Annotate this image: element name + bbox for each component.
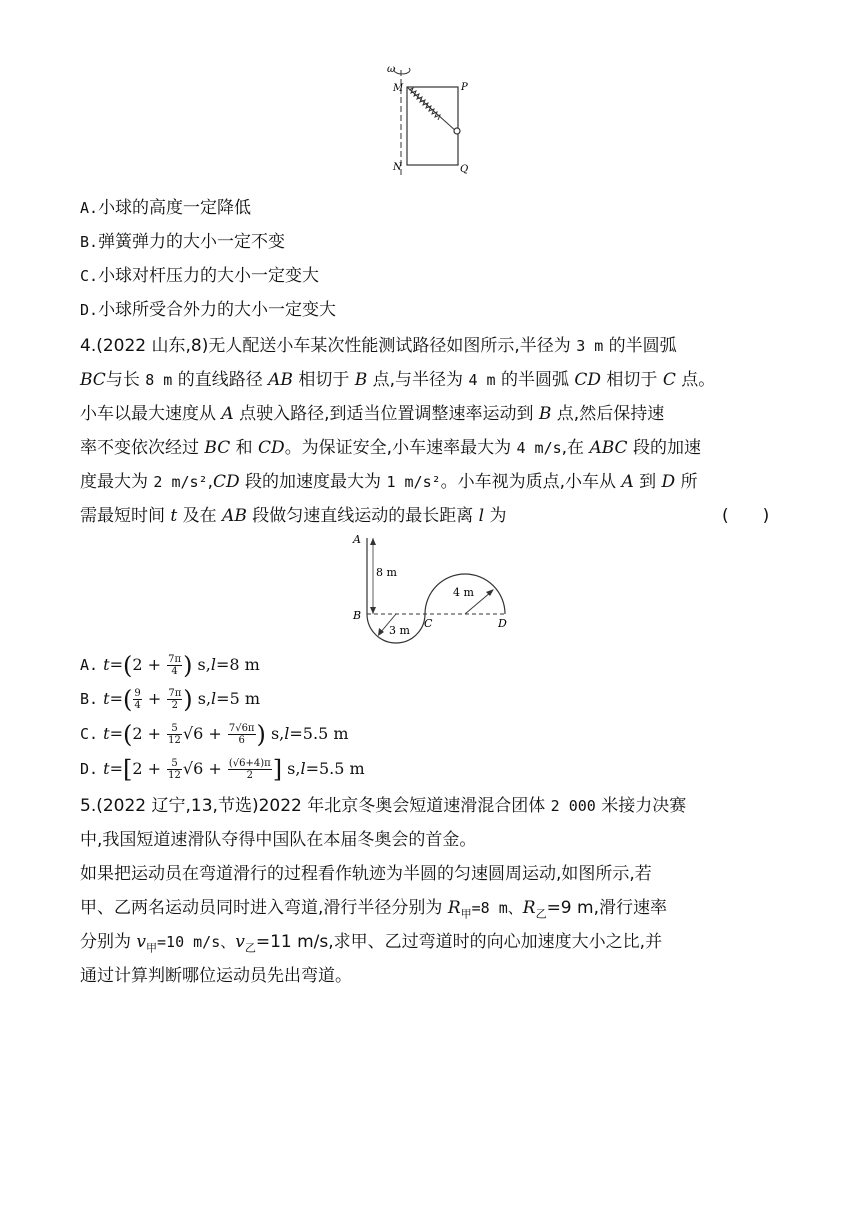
label-p: P	[461, 82, 468, 93]
rotating-frame-figure	[385, 60, 475, 180]
label-q: Q	[460, 164, 469, 175]
label-4m: 4 m	[453, 586, 474, 599]
path-figure	[340, 530, 520, 660]
q3-option-a: A.小球的高度一定降低	[80, 198, 252, 218]
label-a: A	[353, 533, 361, 546]
q5-line-6: 通过计算判断哪位运动员先出弯道。	[80, 966, 352, 986]
q5-line-1: 5.(2022 辽宁,13,节选)2022 年北京冬奥会短道速滑混合团体 2 000 米接力决赛	[80, 796, 687, 816]
q4-line-4: 率不变依次经过 BC 和 CD。为保证安全,小车速率最大为 4 m/s,在 ABC 段的加速	[80, 438, 701, 458]
label-m: M	[393, 83, 404, 94]
q3-option-c: C.小球对杆压力的大小一定变大	[80, 266, 320, 286]
q3-option-d: D.小球所受合外力的大小一定变大	[80, 300, 337, 320]
q4-line-1: 4.(2022 山东,8)无人配送小车某次性能测试路径如图所示,半径为 3 m 的半圆弧	[80, 336, 677, 356]
q5-line-2: 中,我国短道速滑队夺得中国队在本届冬奥会的首金。	[80, 830, 477, 850]
q4-line-5: 度最大为 2 m/s²,CD 段的加速度最大为 1 m/s²。小车视为质点,小车从 A 到 D 所	[80, 472, 698, 492]
rotation-arrow-icon	[394, 68, 410, 74]
q5-line-5: 分别为 $v_甲=10$ m/s、$v_乙=11$ m/s,求甲、乙过弯道时的向心加速度大小之比,并	[80, 932, 663, 955]
q4-option-c: C. t=(2 + $\frac{5}{12}$ √6 + $\frac{7√6\pi}{6}$ ) s,l=5.5 m	[80, 720, 349, 749]
label-omega: ω	[387, 64, 396, 75]
label-8m: 8 m	[376, 566, 397, 579]
q5-line-4: 甲、乙两名运动员同时进入弯道,滑行半径分别为 $R_甲=8$ m、$R_乙=9$ m,滑行速率	[80, 898, 667, 921]
q4-line-6: 需最短时间 t 及在 AB 段做匀速直线运动的最长距离 l 为	[80, 506, 507, 526]
ball	[454, 128, 460, 134]
dim-arrow-top-icon	[370, 538, 376, 545]
q4-line-2: BC与长 8 m 的直线路径 AB 相切于 B 点,与半径为 4 m 的半圆弧 CD 相切于 C 点。	[80, 370, 716, 390]
q4-option-d: D. t=[2 + $\frac{5}{12}$ √6 + $\frac{(√6+4)\pi}{2}$ ] s,l=5.5 m	[80, 755, 365, 784]
label-3m: 3 m	[389, 624, 410, 637]
dim-arrow-bottom-icon	[370, 607, 376, 614]
label-d: D	[498, 617, 507, 630]
q5-line-3: 如果把运动员在弯道滑行的过程看作轨迹为半圆的匀速圆周运动,如图所示,若	[80, 864, 652, 884]
answer-bracket: ( )	[722, 506, 770, 526]
q4-line-3: 小车以最大速度从 A 点驶入路径,到适当位置调整速率运动到 B 点,然后保持速	[80, 404, 665, 424]
q3-option-b: B.弹簧弹力的大小一定不变	[80, 232, 286, 252]
q4-option-a: A. t=(2 + $\frac{7\pi}{4}$ ) s,l=8 m	[80, 651, 260, 680]
q4-option-b: B. t=( $\frac{9}{4}$ + $\frac{7\pi}{2}$ ) s,l=5 m	[80, 685, 260, 714]
label-c: C	[424, 617, 433, 630]
label-n: N	[393, 162, 402, 173]
label-b: B	[353, 609, 362, 622]
